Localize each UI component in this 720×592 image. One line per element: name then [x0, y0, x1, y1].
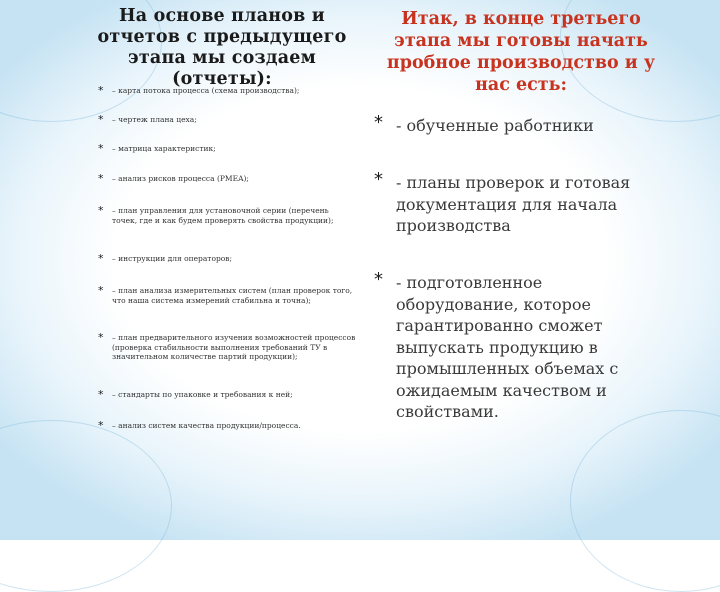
list-item — [98, 144, 356, 154]
asterisk-bullet-icon: * — [98, 419, 104, 432]
list-item-text: - обученные работники — [396, 116, 594, 135]
list-item-text: – инструкции для операторов; — [112, 254, 233, 263]
list-item-text: – чертеж плана цеха; — [112, 115, 197, 124]
list-item-text: – анализ рисков процесса (PMEA); — [112, 174, 249, 183]
list-item-text: - подготовленное оборудование, которое гарантированно сможет выпускать продукцию в промышленных объемах с ожидаемым качеством и свойствами. — [396, 273, 619, 421]
asterisk-bullet-icon: * — [98, 388, 104, 401]
list-item-text: - планы проверок и готовая документация для начала производства — [396, 173, 631, 235]
asterisk-bullet-icon: * — [98, 284, 104, 297]
list-item — [98, 115, 356, 125]
list-item — [98, 174, 356, 184]
list-item — [98, 286, 356, 305]
list-item — [374, 269, 634, 423]
asterisk-bullet-icon: * — [98, 142, 104, 155]
asterisk-bullet-icon: * — [98, 113, 104, 126]
list-item — [98, 206, 356, 225]
list-item-text: – стандарты по упаковке и требования к ней; — [112, 390, 293, 399]
list-item-text: – карта потока процесса (схема производства); — [112, 86, 300, 95]
asterisk-bullet-icon: * — [374, 112, 383, 133]
asterisk-bullet-icon: * — [98, 172, 104, 185]
right-column-heading: Итак, в конце третьего этапа мы готовы начать пробное производство и у нас есть: — [386, 9, 656, 95]
asterisk-bullet-icon: * — [98, 331, 104, 344]
list-item-text: – матрица характеристик; — [112, 144, 216, 153]
list-item-text: – план анализа измерительных систем (план проверок того, что наша система измерений стабильна и точна); — [112, 286, 353, 305]
list-item — [98, 254, 356, 264]
left-column-heading: На основе планов и отчетов с предыдущего этапа мы создаем (отчеты): — [97, 6, 347, 89]
list-item — [374, 169, 634, 237]
list-item — [98, 421, 356, 431]
list-item-text: – план управления для установочной серии (перечень точек, где и как будем проверять свойства продукции); — [112, 206, 334, 225]
asterisk-bullet-icon: * — [98, 84, 104, 97]
list-item-text: – план предварительного изучения возможностей процессов (проверка стабильности выполнения требований ТУ в значительном количестве партий продукции); — [112, 333, 356, 361]
list-item — [98, 333, 356, 362]
list-item — [374, 112, 634, 137]
list-item-text: – анализ систем качества продукции/процесса. — [112, 421, 301, 430]
asterisk-bullet-icon: * — [98, 204, 104, 217]
asterisk-bullet-icon: * — [374, 169, 383, 190]
asterisk-bullet-icon: * — [374, 269, 383, 290]
list-item — [98, 86, 356, 96]
list-item — [98, 390, 356, 400]
asterisk-bullet-icon: * — [98, 252, 104, 265]
